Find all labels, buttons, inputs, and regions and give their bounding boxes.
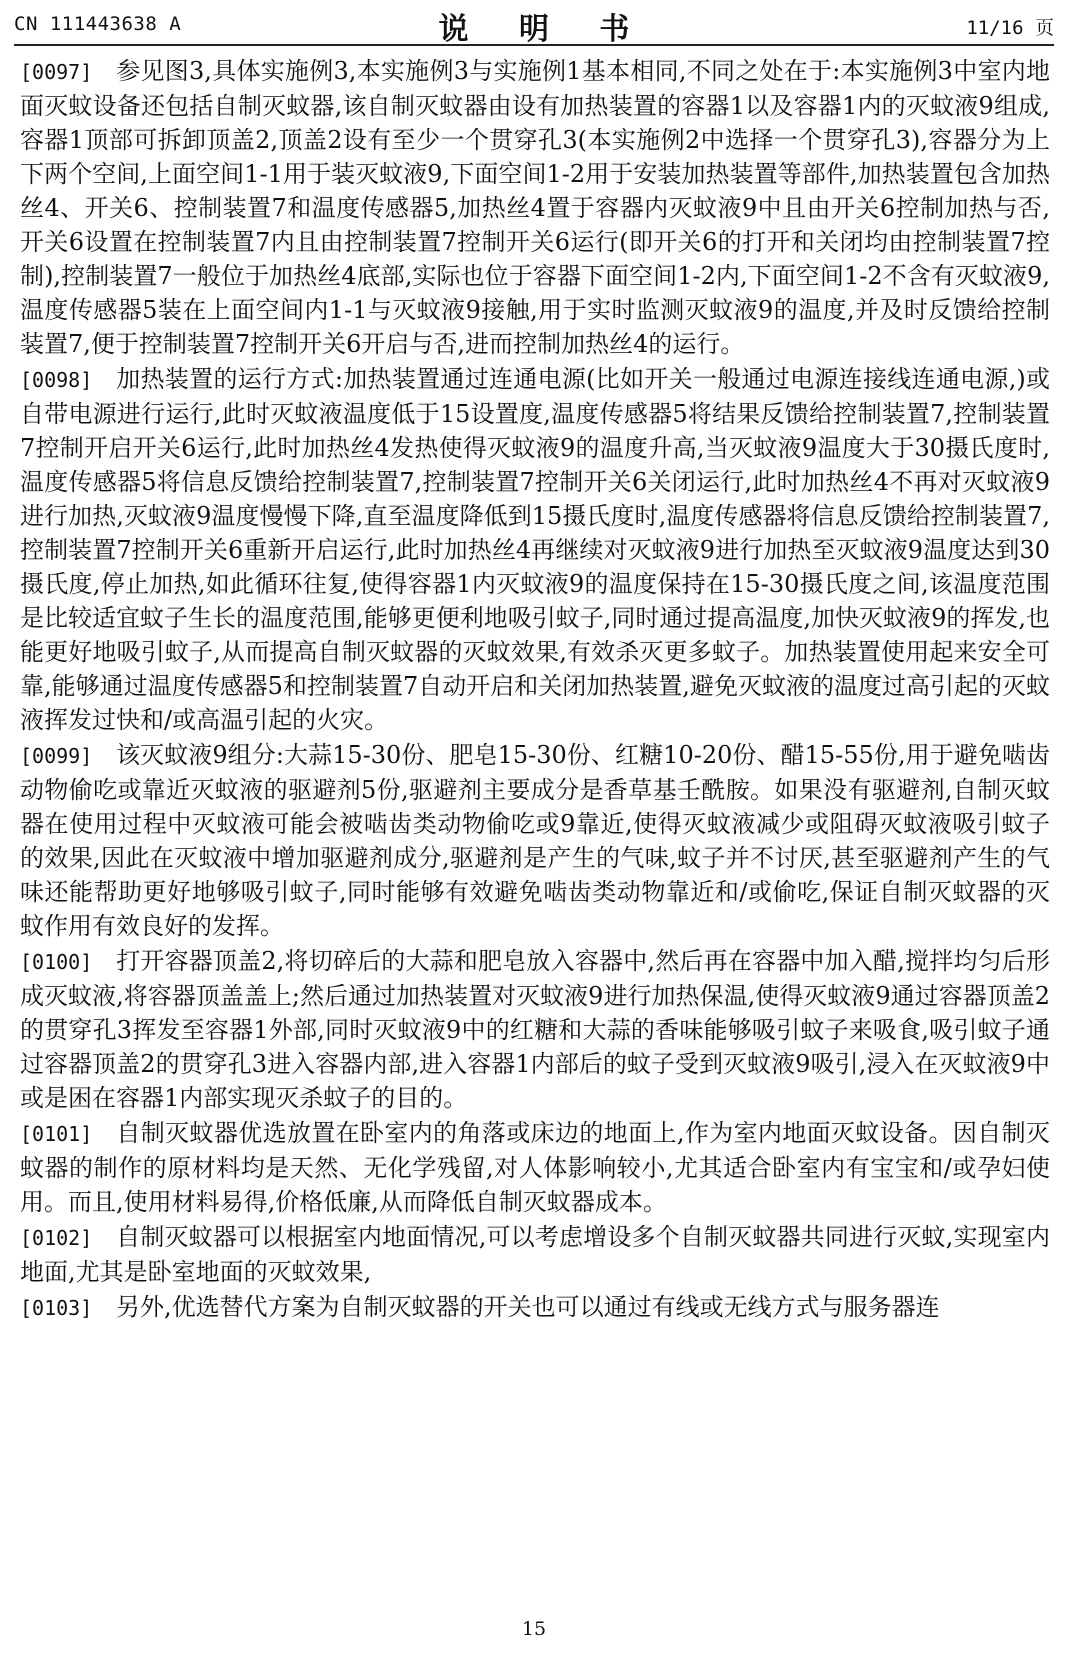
paragraph-number: [0101] [20,1122,93,1146]
paragraph-number: [0098] [20,368,93,392]
paragraph-text: 自制灭蚊器可以根据室内地面情况,可以考虑增设多个自制灭蚊器共同进行灭蚊,实现室内地面,尤其是卧室地面的灭蚊效果, [20,1223,1050,1286]
paragraph-0101 [20,1116,1050,1219]
document-body [20,54,1050,1326]
paragraph-text: 打开容器顶盖2,将切碎后的大蒜和肥皂放入容器中,然后再在容器中加入醋,搅拌均匀后形成灭蚊液,将容器顶盖盖上;然后通过加热装置对灭蚊液9进行加热保温,使得灭蚊液9通过容器顶盖2的贯穿孔3挥发至容器1外部,同时灭蚊液9中的红糖和大蒜的香味能够吸引蚊子来吸食,吸引蚊子通过容器顶盖2的贯穿孔3进入容器内部,进入容器1内部后的蚊子受到灭蚊液9吸引,浸入在灭蚊液9中或是困在容器1内部实现灭杀蚊子的目的。 [20,947,1050,1112]
paragraph-text: 另外,优选替代方案为自制灭蚊器的开关也可以通过有线或无线方式与服务器连 [116,1293,940,1321]
page-number: 15 [521,1618,547,1640]
paragraph-text: 自制灭蚊器优选放置在卧室内的角落或床边的地面上,作为室内地面灭蚊设备。因自制灭蚊器的制作的原材料均是天然、无化学残留,对人体影响较小,尤其适合卧室内有宝宝和/或孕妇使用。而且,使用材料易得,价格低廉,从而降低自制灭蚊器成本。 [20,1119,1050,1216]
document-title: 说 明 书 [438,12,650,47]
paragraph-0097 [20,54,1050,361]
patent-number: CN 111443638 A [14,13,182,35]
paragraph-number: [0097] [20,60,93,84]
paragraph-0099 [20,738,1050,943]
paragraph-0103 [20,1290,1050,1325]
paragraph-0098 [20,362,1050,737]
paragraph-number: [0099] [20,744,93,768]
paragraph-text: 该灭蚊液9组分:大蒜15-30份、肥皂15-30份、红糖10-20份、醋15-55份,用于避免啮齿动物偷吃或靠近灭蚊液的驱避剂5份,驱避剂主要成分是香草基壬酰胺。如果没有驱避剂,自制灭蚊器在使用过程中灭蚊液可能会被啮齿类动物偷吃或9靠近,使得灭蚊液减少或阻碍灭蚊液吸引蚊子的效果,因此在灭蚊液中增加驱避剂成分,驱避剂是产生的气味,蚊子并不讨厌,甚至驱避剂产生的气味还能帮助更好地够吸引蚊子,同时能够有效避免啮齿类动物靠近和/或偷吃,保证自制灭蚊器的灭蚊作用有效良好的发挥。 [20,741,1050,940]
paragraph-0102 [20,1220,1050,1289]
paragraph-number: [0103] [20,1296,93,1320]
page-info: 11/16 页 [966,17,1054,39]
paragraph-0100 [20,944,1050,1115]
header-divider [14,44,1054,46]
paragraph-number: [0100] [20,950,93,974]
paragraph-text: 参见图3,具体实施例3,本实施例3与实施例1基本相同,不同之处在于:本实施例3中室内地面灭蚊设备还包括自制灭蚊器,该自制灭蚊器由设有加热装置的容器1以及容器1内的灭蚊液9组成,容器1顶部可拆卸顶盖2,顶盖2设有至少一个贯穿孔3(本实施例2中选择一个贯穿孔3),容器分为上下两个空间,上面空间1-1用于装灭蚊液9,下面空间1-2用于安装加热装置等部件,加热装置包含加热丝4、开关6、控制装置7和温度传感器5,加热丝4置于容器内灭蚊液9中且由开关6控制加热与否,开关6设置在控制装置7内且由控制装置7控制开关6运行(即开关6的打开和关闭均由控制装置7控制),控制装置7一般位于加热丝4底部,实际也位于容器下面空间1-2内,下面空间1-2不含有灭蚊液9,温度传感器5装在上面空间内1-1与灭蚊液9接触,用于实时监测灭蚊液9的温度,并及时反馈给控制装置7,便于控制装置7控制开关6开启与否,进而控制加热丝4的运行。 [20,57,1050,358]
paragraph-text: 加热装置的运行方式:加热装置通过连通电源(比如开关一般通过电源连接线连通电源,)或自带电源进行运行,此时灭蚊液温度低于15设置度,温度传感器5将结果反馈给控制装置7,控制装置7控制开启开关6运行,此时加热丝4发热使得灭蚊液9的温度升高,当灭蚊液9温度大于30摄氏度时,温度传感器5将信息反馈给控制装置7,控制装置7控制开关6关闭运行,此时加热丝4不再对灭蚊液9进行加热,灭蚊液9温度慢慢下降,直至温度降低到15摄氏度时,温度传感器将信息反馈给控制装置7,控制装置7控制开关6重新开启运行,此时加热丝4再继续对灭蚊液9进行加热至灭蚊液9温度达到30摄氏度,停止加热,如此循环往复,使得容器1内灭蚊液9的温度保持在15-30摄氏度之间,该温度范围是比较适宜蚊子生长的温度范围,能够更便利地吸引蚊子,同时通过提高温度,加快灭蚊液9的挥发,也能更好地吸引蚊子,从而提高自制灭蚊器的灭蚊效果,有效杀灭更多蚊子。加热装置使用起来安全可靠,能够通过温度传感器5和控制装置7自动开启和关闭加热装置,避免灭蚊液的温度过高引起的灭蚊液挥发过快和/或高温引起的火灾。 [20,365,1050,734]
paragraph-number: [0102] [20,1226,93,1250]
page-header [0,0,1068,47]
